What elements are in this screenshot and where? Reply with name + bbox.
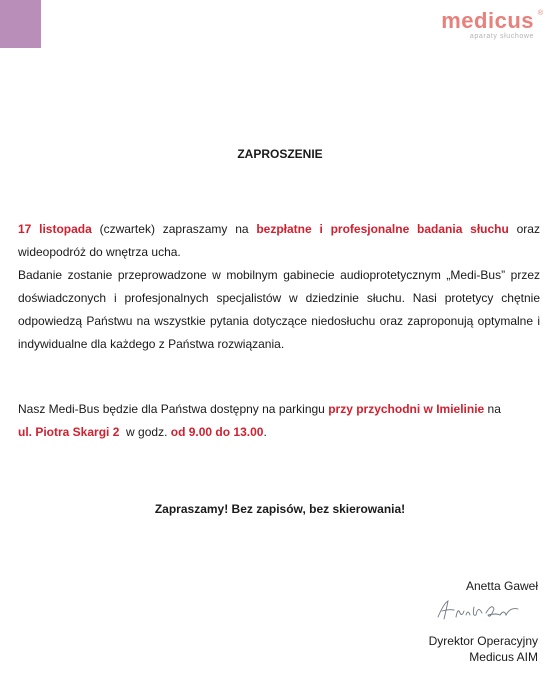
signer-company: Medicus AIM [469,650,538,664]
hours-highlight: od 9.00 do 13.00 [170,425,264,439]
free-exam-highlight: bezpłatne i profesjonalne badania słuchu [256,222,509,236]
paragraph-text: na [484,402,501,416]
paragraph-text: Badanie zostanie przeprowadzone w mobilnym gabinecie audioprotetycznym „Medi-Bus” przez doświadczonych i profesjonalnych specjalistów w dziedzinie słuchu. Nasi protetycy chętnie odpowiedzą Państwu na wszystkie pytania dotyczące niedosłuchu oraz zaproponują optymalne i indywidualne dla każdego z Państwa rozwiązania. [18,268,540,351]
street-highlight: ul. Piotra Skargi 2 [18,425,120,439]
medicus-logo [441,8,543,40]
closing-line: Zapraszamy! Bez zapisów, bez skierowania! [154,502,406,516]
logo-registered-mark: ® [537,10,543,17]
location-highlight: przy przychodni w Imielinie [328,402,485,416]
logo-wordmark: medicus [441,8,534,33]
event-date: 17 listopada [18,222,92,236]
location-paragraph [18,398,540,444]
paragraph-text: oraz wideopodróż do wnętrza ucha. [18,222,540,259]
paragraph-text: (czwartek) zapraszamy na [91,222,257,236]
document-title: ZAPROSZENIE [237,147,323,161]
logo-tagline: aparaty słuchowe [469,33,534,40]
corner-color-block [0,0,41,48]
invitation-paragraph [18,218,540,356]
handwritten-signature [434,597,524,623]
paragraph-text: w godz. [119,425,171,439]
signer-name: Anetta Gaweł [465,579,538,593]
signer-role: Dyrektor Operacyjny [428,634,538,648]
signer-details [429,633,538,665]
paragraph-text: . [263,425,267,439]
paragraph-text: Nasz Medi-Bus będzie dla Państwa dostępny na parkingu [18,402,329,416]
